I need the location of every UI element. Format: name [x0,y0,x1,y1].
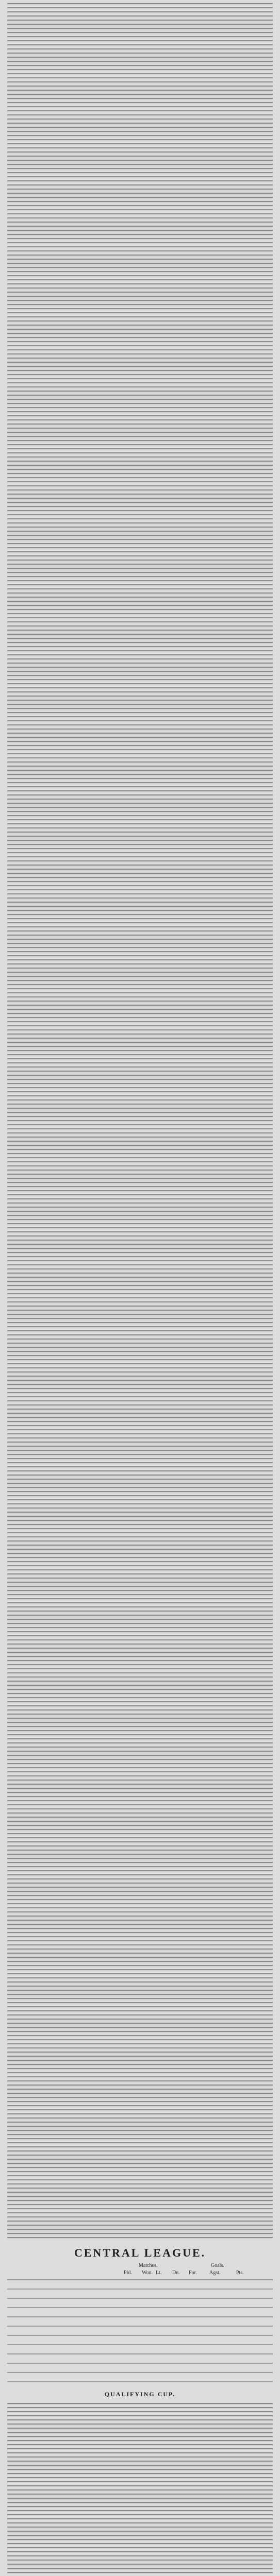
article-text-block [7,3,273,2239]
goals-column-group: Goals. [211,2263,224,2268]
article-text-block-lower [7,2403,273,2576]
central-league-heading: CENTRAL LEAGUE. [74,2246,206,2259]
won-column-header: Won. [142,2270,153,2276]
league-table-group-headers [7,2263,273,2270]
qualifying-cup-heading: QUALIFYING CUP. [104,2391,176,2398]
points-column-header: Pts. [236,2270,244,2276]
matches-column-group: Matches. [139,2263,158,2268]
league-table-column-headers [7,2270,273,2277]
lost-column-header: Lt. [156,2270,162,2276]
goals-for-column-header: For. [189,2270,197,2276]
played-column-header: Pld. [124,2270,132,2276]
goals-against-column-header: Agst. [209,2270,221,2276]
drawn-column-header: Dn. [172,2270,180,2276]
league-table-rows [7,2279,273,2382]
